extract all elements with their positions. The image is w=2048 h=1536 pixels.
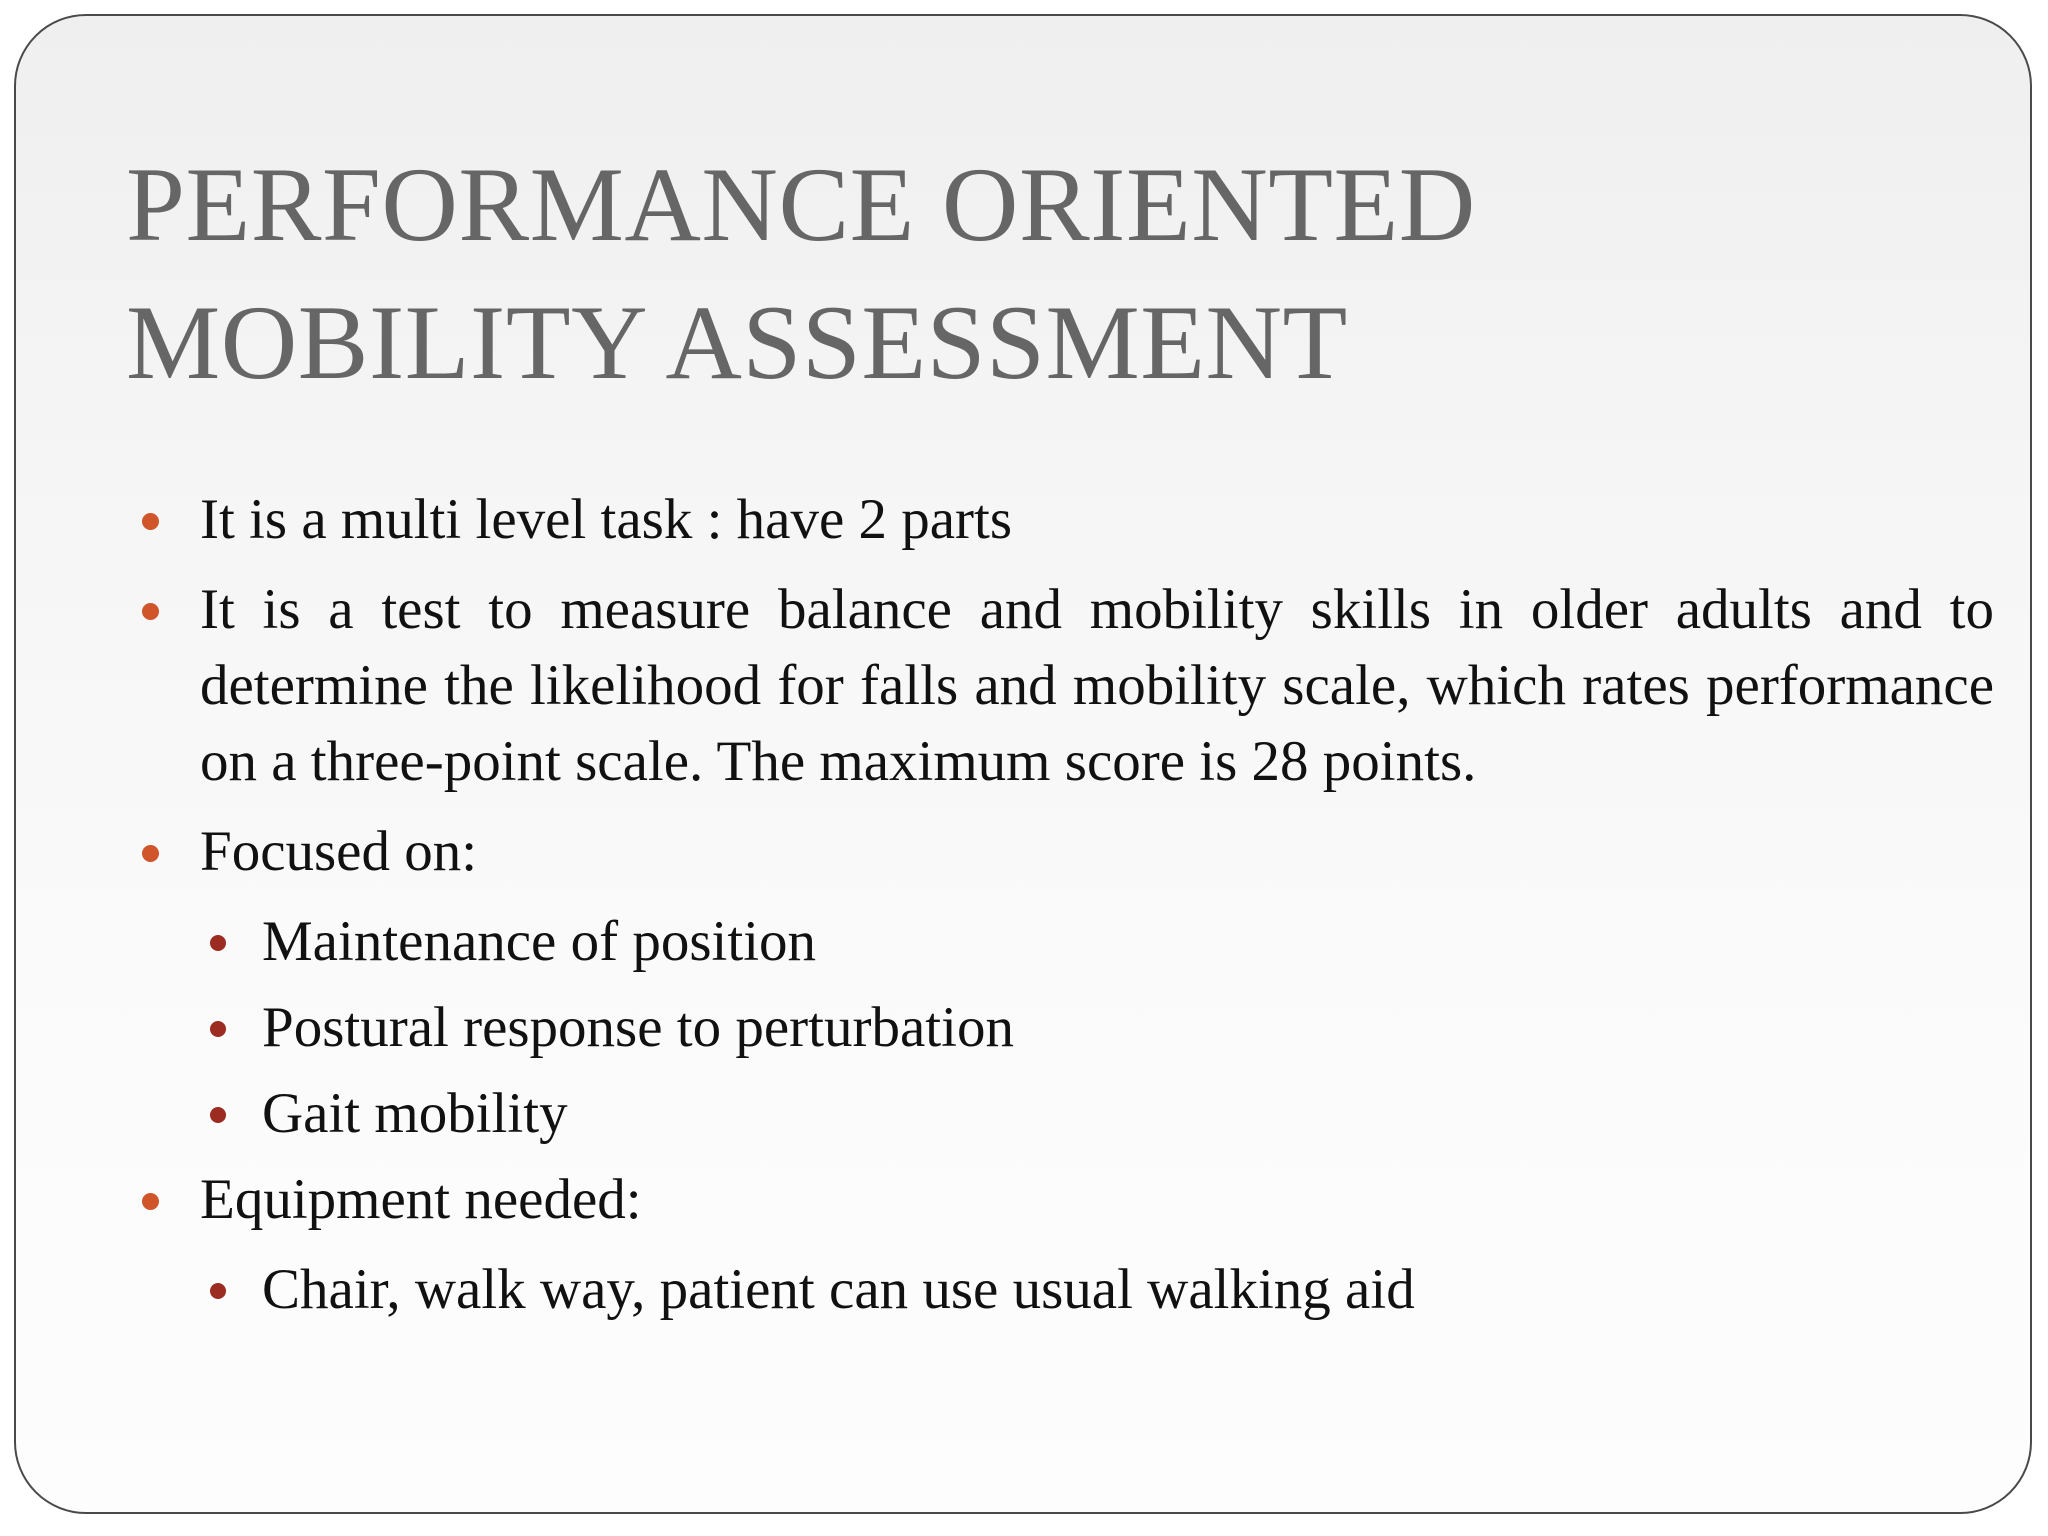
bullet-dot-icon (142, 845, 159, 862)
title-line-1: PERFORMANCE ORIENTED (126, 146, 1476, 263)
sub-bullet-text: Chair, walk way, patient can use usual walking aid (262, 1258, 1415, 1321)
bullet-dot-icon (142, 513, 159, 530)
bullet-item (126, 1162, 1994, 1238)
sub-bullet-dot-icon (210, 1283, 226, 1299)
bullet-text: It is a multi level task : have 2 parts (200, 488, 1013, 551)
sub-bullet-item (126, 1252, 1994, 1328)
bullet-item (126, 572, 1994, 800)
bullet-text: It is a test to measure balance and mobility skills in older adults and to determine the likelihood for falls and mobility scale, which rates performance on a three-point scale. The maximum score is 28 points. (200, 578, 1994, 793)
sub-bullet-text: Maintenance of position (262, 910, 817, 973)
bullet-text: Equipment needed: (200, 1168, 642, 1231)
sub-bullet-item (126, 1076, 1994, 1152)
slide-title (126, 136, 1926, 412)
sub-bullet-text: Postural response to perturbation (262, 996, 1014, 1059)
sub-bullet-item (126, 990, 1994, 1066)
bullet-item (126, 814, 1994, 890)
sub-bullet-dot-icon (210, 1021, 226, 1037)
slide (14, 14, 2032, 1514)
sub-bullet-dot-icon (210, 1107, 226, 1123)
bullet-dot-icon (142, 603, 159, 620)
bullet-dot-icon (142, 1193, 159, 1210)
sub-bullet-dot-icon (210, 935, 226, 951)
bullet-item (126, 482, 1994, 558)
sub-bullet-text: Gait mobility (262, 1082, 568, 1145)
sub-bullet-item (126, 904, 1994, 980)
bullet-text: Focused on: (200, 820, 478, 883)
title-line-2: MOBILITY ASSESSMENT (126, 284, 1348, 401)
bullet-list (126, 482, 1994, 1338)
